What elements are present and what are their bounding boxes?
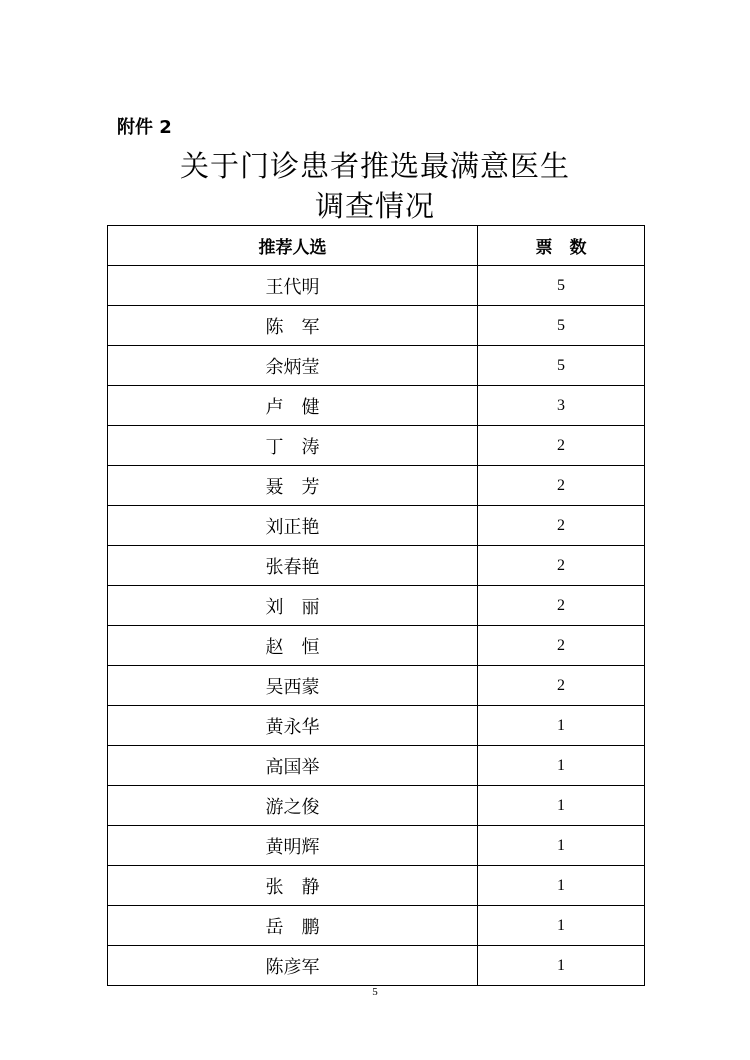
candidate-name: 刘 丽 [108,586,478,626]
vote-count: 1 [478,906,645,946]
table-row [108,786,645,826]
table-row [108,586,645,626]
vote-count: 2 [478,506,645,546]
vote-count: 3 [478,386,645,426]
document-subtitle: 调查情况 [314,189,435,223]
table-row [108,746,645,786]
vote-count: 5 [478,346,645,386]
candidate-name: 赵 恒 [108,626,478,666]
table-row [108,466,645,506]
table-row [108,266,645,306]
table-row [108,306,645,346]
vote-count: 2 [478,626,645,666]
candidate-name: 游之俊 [108,786,478,826]
candidate-name: 张 静 [108,866,478,906]
table-row [108,506,645,546]
vote-count: 1 [478,786,645,826]
vote-count: 1 [478,866,645,906]
vote-count: 2 [478,586,645,626]
table-row [108,946,645,986]
candidate-name: 张春艳 [108,546,478,586]
table-row [108,666,645,706]
table-row [108,826,645,866]
vote-count: 2 [478,466,645,506]
vote-count: 1 [478,746,645,786]
vote-count: 5 [478,306,645,346]
vote-count: 2 [478,666,645,706]
table-row [108,546,645,586]
table-row [108,386,645,426]
votes-table [107,225,645,986]
candidate-name: 王代明 [108,266,478,306]
candidate-name: 余炳莹 [108,346,478,386]
header-votes: 票 数 [478,226,645,266]
candidate-name: 黄永华 [108,706,478,746]
page-number: 5 [372,986,378,998]
candidate-name: 丁 涛 [108,426,478,466]
table-row [108,426,645,466]
candidate-name: 岳 鹏 [108,906,478,946]
vote-count: 1 [478,826,645,866]
candidate-name: 聂 芳 [108,466,478,506]
table-header-row [108,226,645,266]
candidate-name: 高国举 [108,746,478,786]
candidate-name: 黄明辉 [108,826,478,866]
vote-count: 1 [478,946,645,986]
vote-count: 2 [478,426,645,466]
candidate-name: 陈彦军 [108,946,478,986]
table-row [108,866,645,906]
candidate-name: 吴西蒙 [108,666,478,706]
table-row [108,626,645,666]
vote-count: 1 [478,706,645,746]
candidate-name: 陈 军 [108,306,478,346]
document-title: 关于门诊患者推选最满意医生 [179,149,570,183]
attachment-label: 附件 2 [117,117,172,138]
header-candidate: 推荐人选 [108,226,478,266]
table-row [108,906,645,946]
candidate-name: 刘正艳 [108,506,478,546]
vote-count: 5 [478,266,645,306]
vote-count: 2 [478,546,645,586]
candidate-name: 卢 健 [108,386,478,426]
table-row [108,346,645,386]
table-row [108,706,645,746]
